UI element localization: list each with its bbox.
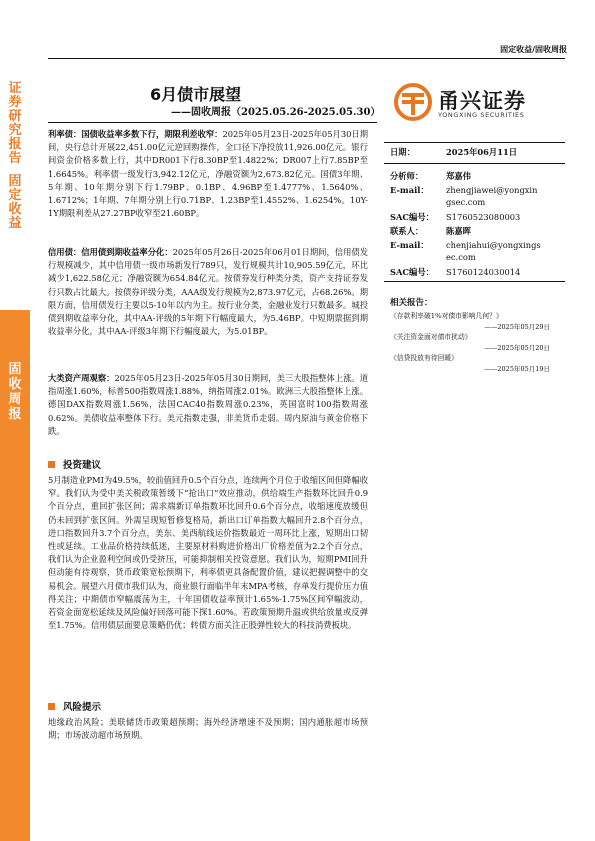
- date-row: [390, 146, 517, 158]
- sac-row-1: [390, 211, 520, 223]
- square-bullet-icon: [48, 703, 55, 710]
- side-label-weekly: 固收周报: [8, 362, 22, 422]
- related-report-item[interactable]: 《存款利率破1%对债市影响几何？》: [390, 312, 503, 320]
- square-bullet-icon: [48, 461, 55, 468]
- contact-name: 陈嘉晖: [446, 226, 471, 236]
- email-label: E-mail：: [390, 185, 429, 195]
- paragraph-rates: [48, 128, 368, 220]
- header-rule: [48, 58, 565, 59]
- sac-label: SAC编号：: [390, 267, 434, 277]
- email-row-1: [390, 184, 537, 196]
- side-label-fixed-income: 固定收益: [8, 174, 22, 231]
- email-label: E-mail：: [390, 240, 429, 250]
- analyst-row: [390, 170, 471, 182]
- report-subtitle: ——固收周报（2025.05.26-2025.05.30）: [171, 107, 381, 118]
- section-heading-invest: [48, 457, 101, 471]
- paragraph-text: 2025年05月23日-2025年05月30日期间，美三大股指整体上涨。道指周涨1.60%，标普500指数周涨1.88%，纳指周涨2.01%。欧洲三大股指整体上涨。德国DAX指数周涨1.56%，法国CAC40指数周涨0.23%，英国富时100指数周涨0.62%。美债收益率整体下行。美元指数走强，非美货币走弱。周内原油与黄金价格下跌。: [48, 373, 368, 436]
- related-reports-heading: 相关报告：: [390, 298, 433, 308]
- sac-label: SAC编号：: [390, 212, 434, 222]
- section-heading-text: 投资建议: [63, 460, 102, 471]
- paragraph-credit: [48, 246, 368, 338]
- section-heading-risk: [48, 699, 101, 713]
- side-label-research: 证券研究报告: [8, 81, 22, 166]
- related-report-item[interactable]: 《信贷投放有待回暖》: [390, 354, 458, 362]
- sac-value-1: S1760523080003: [446, 212, 521, 222]
- analyst-label: 分析师：: [390, 171, 424, 181]
- report-category-tag: 固定收益/固收周报: [500, 45, 567, 54]
- report-title: 6月债市展望: [150, 85, 242, 104]
- related-report-item[interactable]: 《关注资金面对债市扰动》: [390, 333, 472, 341]
- analyst-name: 郑嘉伟: [446, 171, 471, 181]
- email-value-1b[interactable]: gsec.com: [446, 197, 486, 207]
- related-report-date: ——2025年05月20日: [484, 344, 550, 352]
- email-value-2b[interactable]: ec.com: [446, 252, 476, 262]
- email-value-2a[interactable]: chenjiahui@yongxings: [446, 240, 541, 250]
- info-rule: [384, 142, 565, 143]
- company-logo-en: YONGXING SECURITIES: [438, 111, 525, 119]
- paragraph-text: 2025年05月23日-2025年05月30日期间，央行总计开展22,451.00亿元逆回购操作，全口径下净投放11,926.00亿元。银行间资金价格多数上行，其中DR001下行8.30BP至1.4822%；DR007上行7.85BP至1.6645%。利率债一级发行3,942.12亿元，净融资额为2,673.82亿元。国债3年期、5年期、10年期分别下行1.79BP、0.1BP、4.96BP至1.4777%、1.5640%、1.6712%；1年期、7年期分别上行0.71BP、1.23BP至1.4552%、1.6254%。10Y-1Y期限利差从27.27BP收窄至21.60BP。: [48, 129, 368, 219]
- paragraph-assets: [48, 372, 368, 438]
- paragraph-text: 2025年05月26日-2025年06月01日期间，信用债发行规模减少，其中信用债一级市场新发行789只，发行规模共计10,905.59亿元，环比减少1,622.58亿元；净融资额为654.84亿元。按债券发行种类分类，资产支持证券发行只数占比最大。按债券评级分类，AAA级发行规模为2,873.97亿元，占68.26%。期限方面，信用债发行主要以5-10年以内为主。按行业分类，金融业发行只数最多。城投债到期收益率分化，其中AA-评级的5年期下行幅度最大，为5.46BP。中短期票据到期收益率分化，其中AA-评级3年期下行幅度最大，为5.01BP。: [48, 247, 368, 337]
- related-report-date: ——2025年05月19日: [484, 365, 550, 373]
- date-label: 日期：: [390, 147, 415, 157]
- sac-row-2: [390, 266, 520, 278]
- email-row-2: [390, 239, 541, 251]
- section-heading-text: 风险提示: [63, 702, 102, 713]
- info-rule: [384, 281, 565, 282]
- title-rule: [48, 122, 377, 123]
- company-logo-name: 甬兴证券: [438, 89, 526, 113]
- sac-value-2: S1760124030014: [446, 267, 521, 277]
- email-value-1a[interactable]: zhengjiawei@yongxin: [446, 185, 538, 195]
- paragraph-risk: 地缘政治风险；美联储货币政策超预期；海外经济增速不及预期；国内通胀超市场预期；市场波动超市场预期。: [48, 717, 368, 741]
- related-report-date: ——2025年05月29日: [484, 323, 550, 331]
- paragraph-invest: 5月制造业PMI为49.5%，较前值回升0.5个百分点，连续两个月位于收缩区间但降幅收窄。我们认为受中美关税政策暂缓下“抢出口”效应推动，供给端生产指数环比回升0.9个百分点，重回扩张区间；需求端新订单指数环比回升0.6个百分点，收缩速度放缓但仍未回到扩张区间。外需呈现短暂修复格局，新出口订单指数大幅回升2.8个百分点，进口指数回升3.7个百分点，美东、美西航线运价指数最近一周环比上涨，短期出口韧性或延续。工业品价格持续低迷，主要原材料购进价格出厂价格差值为2.2个百分点，我们认为企业盈利空间或仍受挤压，可能抑制相关投资意愿。我们认为，短期PMI回升但动能有待观察，货币政策宽松预期下，利率债更具备配置价值，建议把握调整中的交易机会。展望六月债市我们认为，商业银行面临半年末MPA考核，存单发行提价压力值得关注；中期债市窄幅震荡为主，十年国债收益率预计1.65%-1.75%区间窄幅波动，若资金面宽松延续及风险偏好回落可能下探1.60%。若政策预期升温或供给放量或反弹至1.75%。信用债层面要息策略仍优；转债方面关注正股弹性较大的科技消费板块。: [48, 475, 368, 631]
- contact-label: 联系人：: [390, 226, 424, 236]
- company-logo-icon: [393, 83, 433, 121]
- contact-row: [390, 225, 471, 237]
- date-value: 2025年06月11日: [446, 147, 518, 157]
- info-rule: [384, 163, 565, 164]
- paragraph-lead: 利率债：国债收益率多数下行，期限利差收窄：: [48, 129, 223, 139]
- paragraph-lead: 大类资产周观察：: [48, 373, 115, 383]
- paragraph-lead: 信用债：信用债到期收益率分化：: [48, 247, 173, 257]
